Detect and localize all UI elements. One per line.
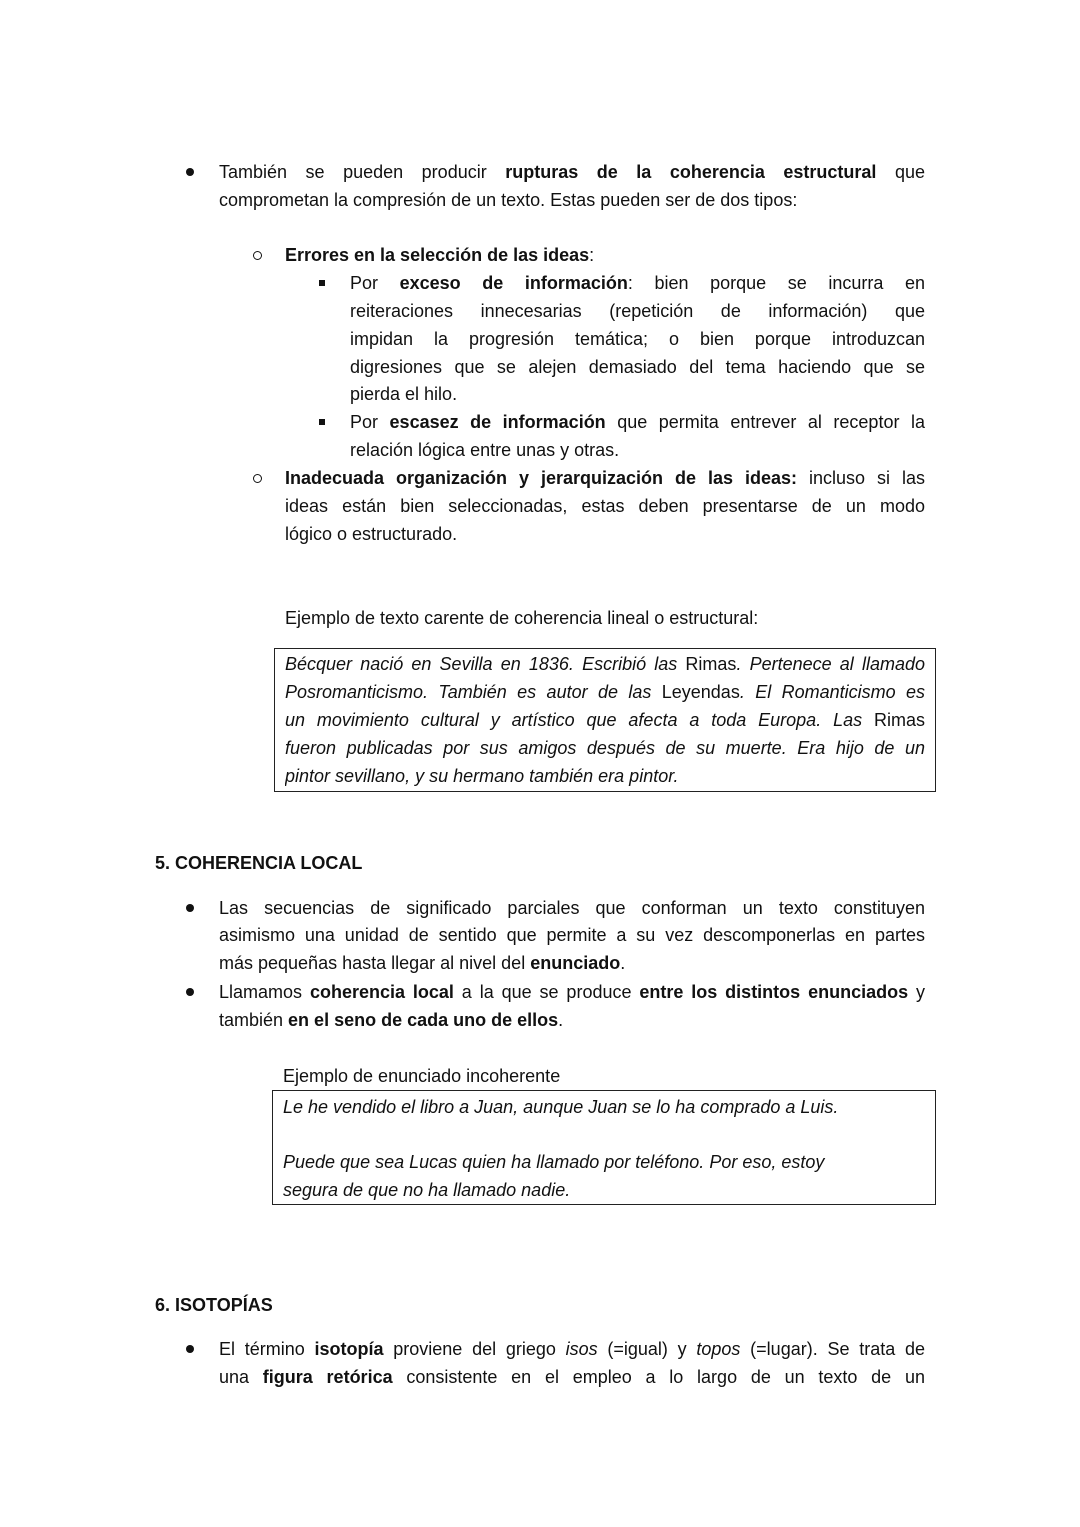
key-term: coherencia local: [309, 982, 454, 1002]
text-run: : bien porque se incurra en: [627, 273, 925, 293]
text-run: Ejemplo de enunciado incoherente: [283, 1066, 561, 1086]
text-run: más pequeñas hasta llegar al nivel del: [219, 953, 531, 973]
text-run: comprometan la compresión de un texto. Estas pueden ser de dos tipos:: [219, 190, 798, 210]
text-run: impidan la progresión temática; o bien porque introduzcan: [350, 329, 925, 349]
text-run: fueron publicadas por sus amigos después de su muerte. Era hijo de un: [285, 738, 925, 758]
text-line: [219, 949, 925, 977]
text-line: [350, 436, 925, 464]
example-line: [285, 762, 925, 790]
text-run: . El Romanticismo es: [739, 682, 925, 702]
text-run: Por: [350, 412, 390, 432]
example-line: [285, 678, 925, 706]
key-term: en el seno de cada uno de ellos: [288, 1010, 559, 1030]
text-run: asimismo una unidad de sentido que permite a su vez descomponerlas en partes: [219, 925, 925, 945]
text-run: Bécquer nació en Sevilla en 1836. Escribió las: [285, 654, 686, 674]
text-line: [219, 1363, 925, 1391]
text-line: [350, 380, 925, 408]
bullet-dot-icon: [186, 904, 194, 912]
text-line: [219, 978, 925, 1006]
text-run: Puede que sea Lucas quien ha llamado por teléfono. Por eso, estoy: [283, 1152, 825, 1172]
text-run: segura de que no ha llamado nadie.: [283, 1180, 571, 1200]
text-run: una: [219, 1367, 263, 1387]
text-run: pierda el hilo.: [350, 384, 458, 404]
key-term: rupturas de la coherencia estructural: [505, 162, 877, 182]
key-term: figura retórica: [262, 1367, 393, 1387]
bullet-circle-icon: [253, 251, 262, 260]
example-line: [285, 734, 925, 762]
text-run: (=igual) y: [597, 1339, 697, 1359]
work-title: Rimas: [685, 654, 737, 674]
text-run: Por: [350, 273, 400, 293]
text-run: Posromanticismo. También es autor de las: [285, 682, 662, 702]
text-run: Las secuencias de significado parciales que conforman un texto constituyen: [219, 898, 925, 918]
bullet-circle-icon: [253, 474, 262, 483]
example-caption: [283, 1062, 923, 1090]
greek-word: isos: [565, 1339, 598, 1359]
text-line: [219, 186, 925, 214]
work-title: Leyendas: [661, 682, 740, 702]
subsection-title: [285, 241, 925, 269]
key-term: escasez de información: [389, 412, 606, 432]
key-term: entre los distintos enunciados: [639, 982, 909, 1002]
text-line: [285, 520, 925, 548]
text-run: lógico o estructurado.: [285, 524, 458, 544]
text-run: un movimiento cultural y artístico que afecta a toda Europa. Las: [285, 710, 874, 730]
text-run: también: [219, 1010, 289, 1030]
text-line: [350, 408, 925, 436]
text-run: :: [589, 245, 595, 265]
text-line: [285, 492, 925, 520]
text-line: [350, 325, 925, 353]
example-caption: [285, 604, 925, 632]
text-run: a la que se produce: [453, 982, 640, 1002]
text-run: que permita entrever al receptor la: [605, 412, 925, 432]
text-line: [350, 297, 925, 325]
key-term: isotopía: [314, 1339, 384, 1359]
text-run: consistente en el empleo a lo largo de un texto de un: [392, 1367, 925, 1387]
text-run: Ejemplo de texto carente de coherencia lineal o estructural:: [285, 608, 759, 628]
text-run: pintor sevillano, y su hermano también era pintor.: [285, 766, 679, 786]
text-line: [219, 1006, 925, 1034]
bullet-square-icon: [319, 280, 325, 286]
bullet-dot-icon: [186, 1345, 194, 1353]
section-heading: 6. ISOTOPÍAS: [155, 1295, 273, 1315]
text-line: [219, 1335, 925, 1363]
text-line: [219, 921, 925, 949]
example-line: [283, 1093, 923, 1121]
text-line: [285, 464, 925, 492]
example-line: [283, 1148, 923, 1176]
text-run: .: [558, 1010, 564, 1030]
bullet-square-icon: [319, 419, 325, 425]
text-run: incluso si las: [797, 468, 925, 488]
text-run: digresiones que se alejen demasiado del tema haciendo que se: [350, 357, 925, 377]
key-term: Inadecuada organización y jerarquización de las ideas:: [285, 468, 798, 488]
text-run: ideas están bien seleccionadas, estas deben presentarse de un modo: [285, 496, 925, 516]
bullet-dot-icon: [186, 988, 194, 996]
key-term: enunciado: [530, 953, 621, 973]
text-run: Llamamos: [219, 982, 310, 1002]
text-run: relación lógica entre unas y otras.: [350, 440, 620, 460]
text-line: [350, 269, 925, 297]
text-run: . Pertenece al llamado: [736, 654, 925, 674]
text-run: reiteraciones innecesarias (repetición de información) que: [350, 301, 925, 321]
text-line: [350, 353, 925, 381]
text-run: que: [876, 162, 925, 182]
text-run: También se pueden producir: [219, 162, 506, 182]
bullet-dot-icon: [186, 168, 194, 176]
key-term: Errores en la selección de las ideas: [285, 245, 590, 265]
text-line: [219, 894, 925, 922]
text-run: y: [908, 982, 925, 1002]
text-run: proviene del griego: [383, 1339, 566, 1359]
section-heading: 5. COHERENCIA LOCAL: [155, 853, 363, 873]
greek-word: topos: [696, 1339, 741, 1359]
text-run: .: [620, 953, 626, 973]
work-title: Rimas: [873, 710, 925, 730]
example-line: [285, 650, 925, 678]
text-run: El término: [219, 1339, 315, 1359]
example-line: [285, 706, 925, 734]
example-line: [283, 1176, 923, 1204]
key-term: exceso de información: [399, 273, 628, 293]
text-run: Le he vendido el libro a Juan, aunque Juan se lo ha comprado a Luis.: [283, 1097, 839, 1117]
text-run: (=lugar). Se trata de: [740, 1339, 925, 1359]
text-line: [219, 158, 925, 186]
